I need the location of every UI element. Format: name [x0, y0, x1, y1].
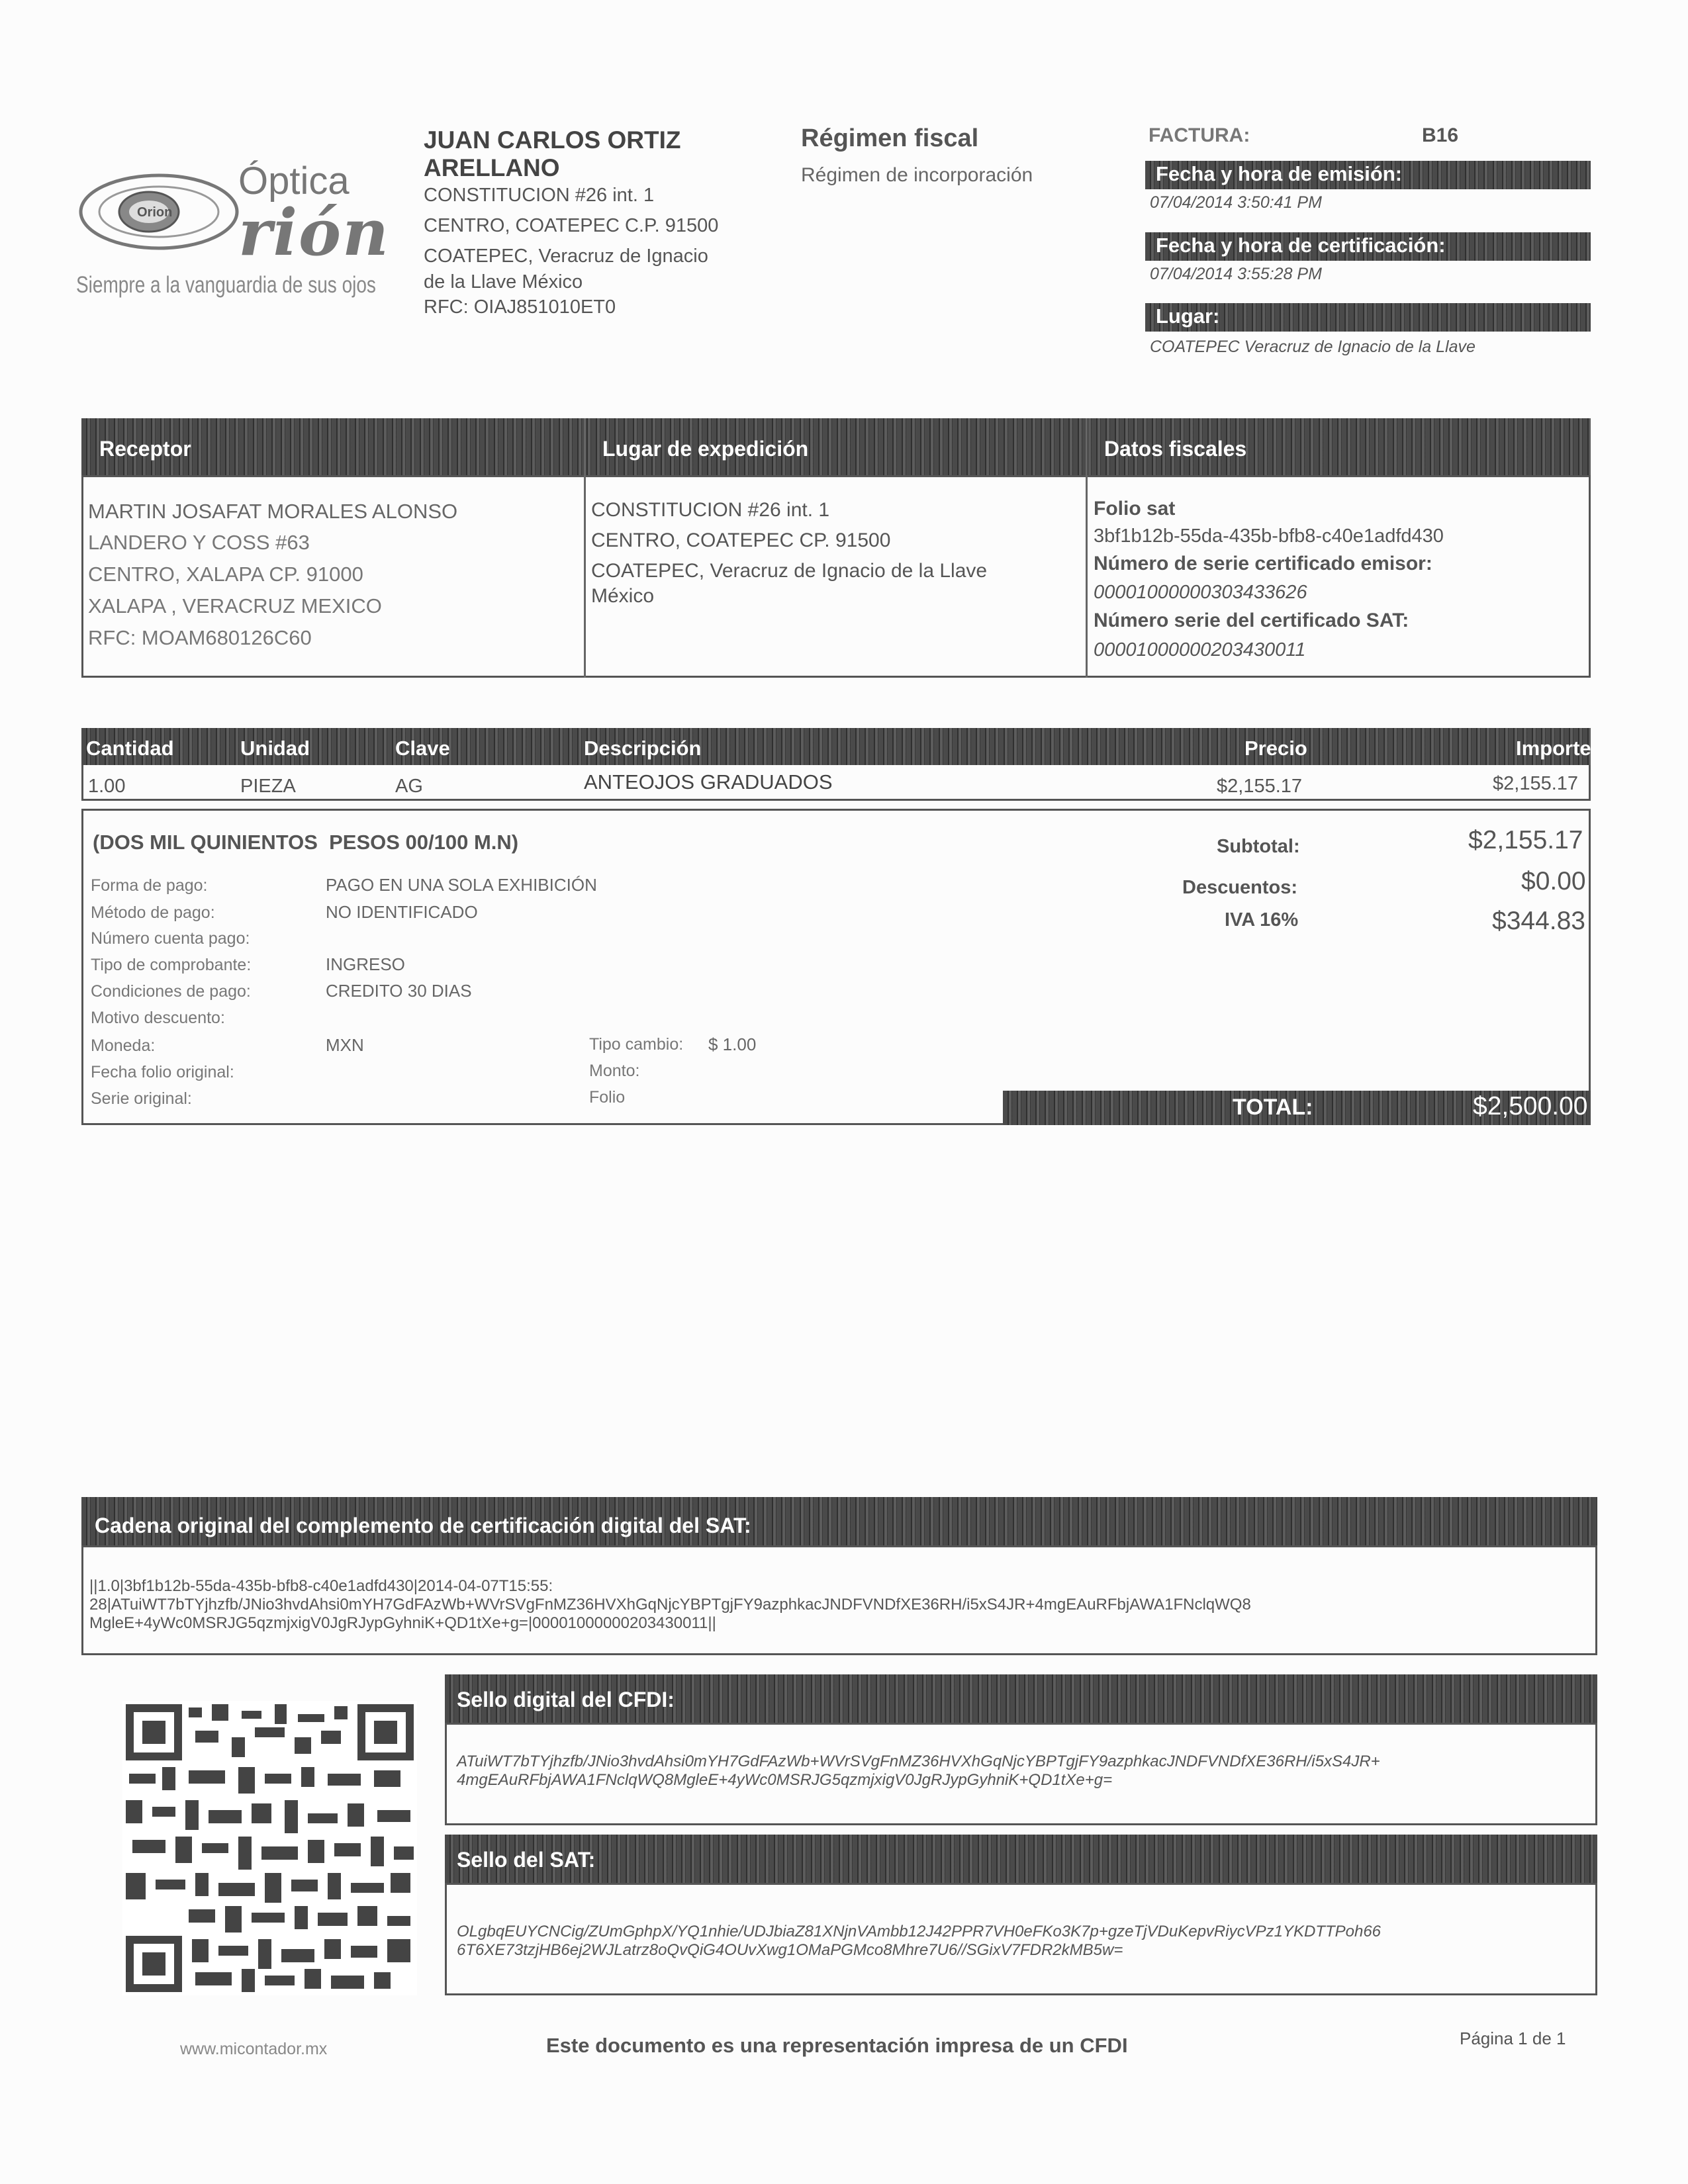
sello-cfdi-text: [457, 1752, 1380, 1790]
receptor-address3: XALAPA , VERACRUZ MEXICO: [88, 594, 382, 617]
tipo-comprobante-label: Tipo de comprobante:: [91, 956, 252, 974]
row-cantidad: 1.00: [88, 776, 126, 797]
row-importe: $2,155.17: [1493, 773, 1579, 794]
total-value: $2,500.00: [1473, 1092, 1588, 1120]
lugar-value: COATEPEC Veracruz de Ignacio de la Llave: [1150, 338, 1476, 356]
col-importe-header: Importe: [1516, 737, 1591, 760]
receptor-address1: LANDERO Y COSS #63: [88, 531, 310, 554]
receptor-address2: CENTRO, XALAPA CP. 91000: [88, 563, 363, 586]
logo-slogan: Siempre a la vanguardia de sus ojos: [76, 272, 376, 298]
cadena-line1: ||1.0|3bf1b12b-55da-435b-bfb8-c40e1adfd430|2014-04-07T15:55:: [89, 1577, 553, 1595]
footer-note: Este documento es una representación impresa de un CFDI: [546, 2034, 1128, 2057]
col-cantidad-header: Cantidad: [86, 737, 174, 760]
info-header-bar: [81, 418, 1591, 475]
receptor-name: MARTIN JOSAFAT MORALES ALONSO: [88, 500, 458, 523]
certificacion-value: 07/04/2014 3:55:28 PM: [1150, 265, 1322, 283]
amount-in-words: (DOS MIL QUINIENTOS PESOS 00/100 M.N): [93, 831, 519, 854]
moneda-label: Moneda:: [91, 1036, 156, 1055]
col-unidad-header: Unidad: [240, 737, 310, 760]
expedicion-line3: COATEPEC, Veracruz de Ignacio de la Llave: [591, 560, 988, 582]
tipo-comprobante-value: INGRESO: [326, 954, 405, 974]
moneda-value: MXN: [326, 1035, 364, 1055]
total-label: TOTAL:: [1233, 1095, 1313, 1120]
tipo-cambio-label: Tipo cambio:: [589, 1035, 684, 1054]
info-divider-1: [584, 418, 586, 678]
issuer-address4: de la Llave México: [424, 271, 583, 293]
descuentos-value: $0.00: [1521, 867, 1586, 895]
footer-website: www.micontador.mx: [180, 2040, 328, 2058]
issuer-address1: CONSTITUCION #26 int. 1: [424, 185, 655, 206]
lugar-label: Lugar:: [1156, 304, 1220, 328]
row-unidad: PIEZA: [240, 776, 296, 797]
cadena-line3: MgleE+4yWc0MSRJG5qzmjxigV0JgRJypGyhniK+QD1tXe+g=|00001000000203430011||: [89, 1614, 716, 1632]
lugar-header: Lugar de expedición: [602, 437, 809, 461]
serie-sat-label: Número serie del certificado SAT:: [1094, 610, 1409, 631]
condiciones-value: CREDITO 30 DIAS: [326, 981, 472, 1001]
row-clave: AG: [395, 776, 423, 797]
issuer-block: [424, 126, 794, 320]
motivo-label: Motivo descuento:: [91, 1009, 225, 1027]
cadena-title: Cadena original del complemento de certificación digital del SAT:: [95, 1514, 751, 1537]
sello-sat-line2: 6T6XE73tzjHB6ej2WJLatrz8oQvQiG4OUvXwg1OMaPGMco8Mhre7U6//SGixV7FDR2kMB5w=: [457, 1941, 1123, 1959]
serie-original-label: Serie original:: [91, 1089, 192, 1108]
datos-header: Datos fiscales: [1104, 437, 1247, 461]
serie-emisor-value: 00001000000303433626: [1094, 582, 1307, 603]
tipo-cambio-value: $ 1.00: [708, 1034, 757, 1054]
forma-pago-value: PAGO EN UNA SOLA EXHIBICIÓN: [326, 875, 597, 895]
metodo-pago-label: Método de pago:: [91, 903, 215, 922]
sello-cfdi-line1: ATuiWT7bTYjhzfb/JNio3hvdAhsi0mYH7GdFAzWb+WVrSVgFnMZ36HVXhGqNjcYBPTgjFY9azphkacJNDFVNDfXE36RH/i5xS4JR+: [457, 1752, 1380, 1770]
certificacion-label: Fecha y hora de certificación:: [1156, 234, 1446, 257]
issuer-address2: CENTRO, COATEPEC C.P. 91500: [424, 215, 719, 236]
factura-label: FACTURA:: [1149, 124, 1250, 146]
sello-sat-title: Sello del SAT:: [457, 1848, 596, 1872]
folio-sat-value: 3bf1b12b-55da-435b-bfb8-c40e1adfd430: [1094, 525, 1444, 547]
col-clave-header: Clave: [395, 737, 450, 760]
folio-label: Folio: [589, 1088, 626, 1107]
company-logo: [76, 149, 414, 314]
receptor-rfc: RFC: MOAM680126C60: [88, 626, 312, 649]
cadena-text: [89, 1577, 1251, 1633]
emision-bar: [1145, 161, 1591, 189]
cadena-line2: 28|ATuiWT7bTYjhzfb/JNio3hvdAhsi0mYH7GdFAzWb+WVrSVgFnMZ36HVXhGqNjcYBPTgjFY9azphkacJNDFVNDfXE36RH/i5xS4JR+4mgEAuRFbjAWA1FNclqWQ8: [89, 1596, 1251, 1614]
sello-sat-bar: [445, 1835, 1597, 1883]
lugar-bar: [1145, 303, 1591, 332]
emision-label: Fecha y hora de emisión:: [1156, 162, 1403, 185]
sello-sat-line1: OLgbqEUYCNCig/ZUmGphpX/YQ1nhie/UDJbiaZ81XNjnVAmbb12J42PPR7VH0eFKo3K7p+gzeTjVDuKepvRiycVPz1YKDTTPoh66: [457, 1923, 1382, 1940]
expedicion-line2: CENTRO, COATEPEC CP. 91500: [591, 529, 891, 551]
serie-emisor-label: Número de serie certificado emisor:: [1094, 553, 1432, 574]
sello-cfdi-bar: [445, 1674, 1597, 1723]
sello-cfdi-title: Sello digital del CFDI:: [457, 1688, 675, 1711]
issuer-name-line2: ARELLANO: [424, 154, 560, 181]
expedicion-line1: CONSTITUCION #26 int. 1: [591, 499, 830, 521]
expedicion-line4: México: [591, 585, 655, 607]
logo-word-top: Óptica: [238, 159, 350, 203]
row-precio: $2,155.17: [1217, 776, 1303, 797]
iva-label: IVA 16%: [1225, 909, 1299, 931]
qr-code: [122, 1701, 417, 1995]
cadena-bar: [81, 1497, 1597, 1545]
certificacion-bar: [1145, 232, 1591, 261]
folio-sat-label: Folio sat: [1094, 498, 1176, 520]
iva-value: $344.83: [1492, 907, 1585, 935]
sello-sat-text: [457, 1923, 1381, 1960]
col-precio-header: Precio: [1244, 737, 1307, 760]
regimen-value: Régimen de incorporación: [801, 164, 1033, 186]
issuer-address3: COATEPEC, Veracruz de Ignacio: [424, 246, 708, 267]
subtotal-label: Subtotal:: [1217, 836, 1300, 857]
sello-cfdi-line2: 4mgEAuRFbjAWA1FNclqWQ8MgleE+4yWc0MSRJG5qzmjxigV0JgRJypGyhniK+QD1tXe+g=: [457, 1771, 1113, 1789]
summary-box: [81, 809, 1591, 1125]
col-descripcion-header: Descripción: [584, 737, 702, 760]
logo-seal-text: Orion: [137, 205, 173, 220]
serie-sat-value: 00001000000203430011: [1094, 639, 1306, 660]
info-divider-2: [1086, 418, 1088, 678]
condiciones-label: Condiciones de pago:: [91, 982, 251, 1001]
cuenta-pago-label: Número cuenta pago:: [91, 929, 250, 948]
table-row: [81, 765, 1591, 801]
issuer-name-line1: JUAN CARLOS ORTIZ: [424, 126, 681, 154]
fecha-folio-label: Fecha folio original:: [91, 1063, 234, 1081]
subtotal-value: $2,155.17: [1468, 826, 1583, 854]
receptor-header: Receptor: [99, 437, 191, 461]
metodo-pago-value: NO IDENTIFICADO: [326, 902, 478, 922]
logo-word-bottom: rión: [238, 195, 390, 270]
receptor-block: [88, 496, 457, 654]
emision-value: 07/04/2014 3:50:41 PM: [1150, 193, 1322, 212]
forma-pago-label: Forma de pago:: [91, 876, 208, 895]
descuentos-label: Descuentos:: [1182, 877, 1298, 898]
regimen-title: Régimen fiscal: [801, 124, 979, 152]
expedicion-block: [591, 495, 987, 606]
row-descripcion: ANTEOJOS GRADUADOS: [584, 770, 833, 794]
issuer-rfc: RFC: OIAJ851010ET0: [424, 296, 616, 318]
monto-label: Monto:: [589, 1062, 640, 1080]
factura-number: B16: [1422, 124, 1459, 146]
footer-page: Página 1 de 1: [1460, 2028, 1566, 2048]
fiscal-block: [1094, 495, 1444, 664]
